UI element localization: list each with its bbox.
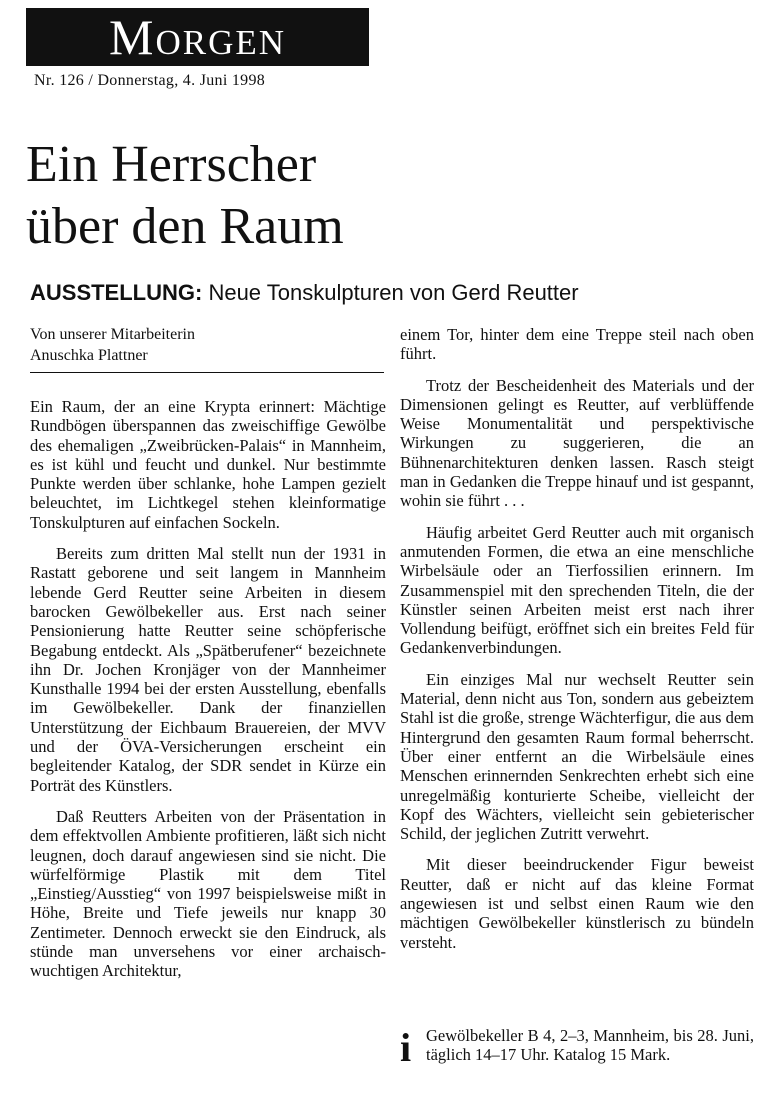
subheadline bbox=[30, 280, 579, 306]
paragraph: Ein Raum, der an eine Krypta erinnert: Mächtige Rundbögen überspannen das zweischiffige Gewölbe des ehemaligen „Zweibrücken-Palais“ in Mannheim, es ist kühl und feucht und dunkel. Nur bestimmte Punkte werden über schlanke, hohe Lampen gezielt beleuchtet, im Lichtkegel stehen kleinformatige Tonskulpturen auf einfachen Sockeln. bbox=[30, 397, 386, 532]
headline-line-1: Ein Herrscher bbox=[26, 136, 317, 193]
paragraph: Daß Reutters Arbeiten von der Präsentation in dem effektvollen Ambiente profitieren, läßt sich nicht leugnen, doch darauf angewiesen sind sie nicht. Die würfelförmige Plastik mit dem Titel „Einstieg/Ausstieg“ von 1997 beispielsweise mißt in Höhe, Breite und Tiefe jeweils nur knapp 30 Zentimeter. Dennoch erweckt sie den Eindruck, als stünde man unversehens vor einer archaisch-wuchtigen Architektur, bbox=[30, 806, 386, 981]
paragraph: Ein einziges Mal nur wechselt Reutter sein Material, denn nicht aus Ton, sondern aus gebeiztem Stahl ist die große, strenge Wächterfigur, die aus dem Hintergrund den gesamten Raum formal beherrscht. Über einer entfernt an die Wirbelsäule eines Menschen erinnernden Senkrechten erhebt sich eine unregelmäßig konturierte Scheibe, vielleicht der Kopf des Wächters, vielleicht sein gebieterischer Schild, der jeglichen Zutritt verwehrt. bbox=[400, 669, 754, 844]
paragraph: Mit dieser beeindruckender Figur beweist Reutter, daß er nicht auf das kleine Format angewiesen ist und selbst einen Raum wie den mächtigen Gewölbekeller künstlerisch zu bündeln versteht. bbox=[400, 855, 754, 952]
headline-line-2: über den Raum bbox=[26, 198, 344, 255]
exhibition-info-text: Gewölbekeller B 4, 2–3, Mannheim, bis 28. Juni, täglich 14–17 Uhr. Katalog 15 Mark. bbox=[426, 1026, 754, 1065]
dateline: Nr. 126 / Donnerstag, 4. Juni 1998 bbox=[34, 72, 266, 89]
subheadline-kicker: AUSSTELLUNG: bbox=[30, 280, 203, 305]
masthead bbox=[26, 8, 369, 66]
byline bbox=[30, 324, 195, 366]
paragraph: Trotz der Bescheidenheit des Materials und der Dimensionen gelingt es Reutter, auf verblüffende Weise Monumentalität und perspektivische Wirkungen zu suggerieren, die an Bühnenarchitekturen denken lassen. Rasch steigt man in Gedanken die Treppe hinauf und ist gespannt, wohin sie führt . . . bbox=[400, 375, 754, 511]
paragraph: Häufig arbeitet Gerd Reutter auch mit organisch anmutenden Formen, die etwa an eine menschliche Wirbelsäule oder an Tierfossilien erinnern. Im Zusammenspiel mit den sprechenden Titeln, die der Künstler seinen Arbeiten meist erst nach ihrer Vollendung beifügt, eröffnet sich ein breites Feld für Gedankenverbindungen. bbox=[400, 522, 754, 658]
subheadline-text: Neue Tonskulpturen von Gerd Reutter bbox=[208, 280, 579, 305]
byline-author: Anuschka Plattner bbox=[30, 347, 148, 364]
headline bbox=[26, 134, 344, 258]
article-column-left bbox=[30, 397, 386, 981]
masthead-title: Morgen bbox=[108, 9, 286, 65]
article-column-right bbox=[400, 325, 754, 952]
exhibition-info bbox=[400, 1026, 754, 1068]
paragraph: Bereits zum dritten Mal stellt nun der 1931 in Rastatt geborene und seit langem in Mannheim lebende Gerd Reutter seine Arbeiten in diesem barocken Gewölbekeller aus. Erst nach seiner Pensionierung hatte Reutter seine schöpferische Begabung entdeckt. Als „Spätberufener“ bezeichnete ihn Dr. Jochen Kronjäger von der Mannheimer Kunsthalle 1994 bei der ersten Ausstellung, ebenfalls im Gewölbekeller. Dank der finanziellen Unterstützung der Eichbaum Brauereien, der MVV und der ÖVA-Versicherungen erscheint ein begleitender Katalog, der SDR sendet in Kürze ein Porträt des Künstlers. bbox=[30, 544, 386, 795]
byline-divider bbox=[30, 372, 384, 373]
paragraph: einem Tor, hinter dem eine Treppe steil nach oben führt. bbox=[400, 325, 754, 364]
byline-line-1: Von unserer Mitarbeiterin bbox=[30, 326, 195, 343]
info-icon: i bbox=[400, 1025, 412, 1070]
